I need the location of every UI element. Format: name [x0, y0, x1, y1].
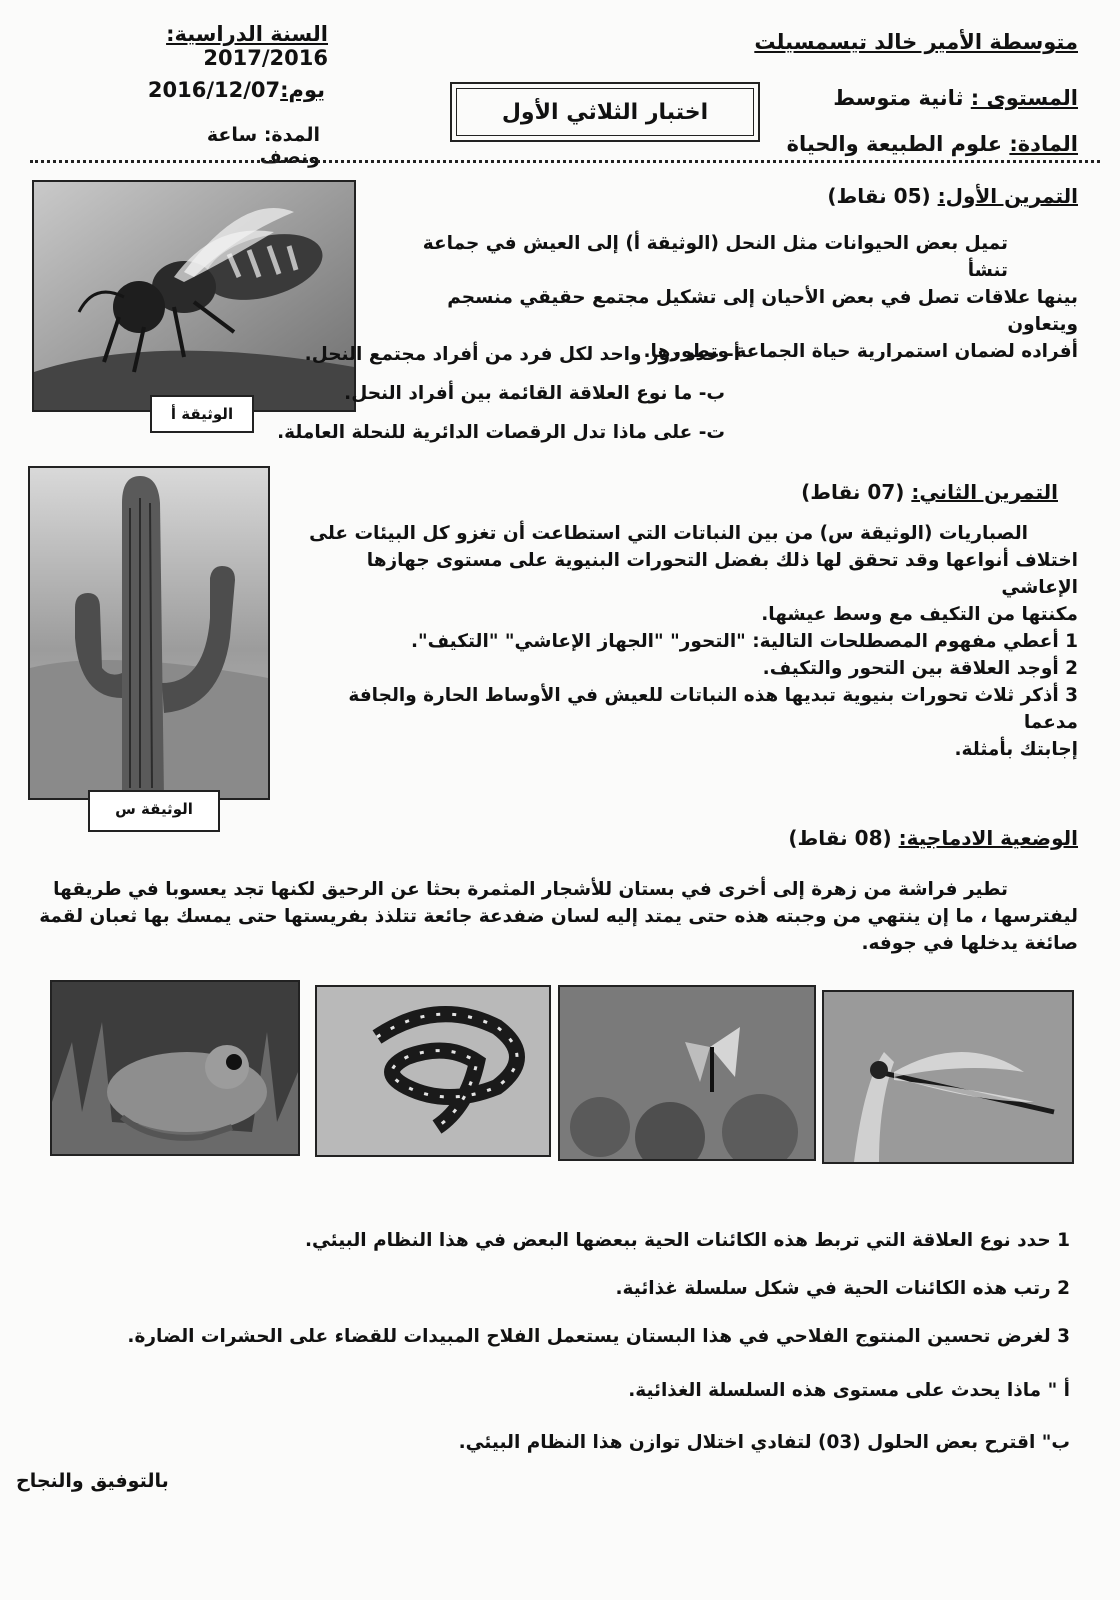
dragonfly-photo [822, 990, 1074, 1164]
closing-text: بالتوفيق والنجاح [16, 1470, 169, 1492]
cactus-photo [28, 466, 270, 800]
ex2-question: إجابتك بأمثلة. [954, 739, 1078, 760]
ex3-text-line: تطير فراشة من زهرة إلى أخرى في بستان للأشجار المثمرة بحثا عن الرحيق لكنها تجد يعسوبا في طريقها [53, 879, 1008, 900]
bee-photo [32, 180, 356, 412]
doc-s-caption: الوثيقة س [88, 790, 220, 832]
subject: المادة: علوم الطبيعة والحياة [786, 132, 1078, 156]
snake-photo [315, 985, 551, 1157]
ex2-text-line: الصباريات (الوثيقة س) من بين النباتات التي استطاعت أن تغزو كل البيئات على [309, 523, 1028, 544]
ex3-question: 1 حدد نوع العلاقة التي تربط هذه الكائنات الحية ببعضها البعض في هذا النظام البيئي. [304, 1230, 1070, 1251]
ex3-question: ب" اقترح بعض الحلول (03) لتفادي اختلال توازن هذا النظام البيئي. [458, 1432, 1070, 1453]
ex1-heading: التمرين الأول: (05 نقاط) [827, 184, 1078, 208]
ex1-question: ت- على ماذا تدل الرقصات الدائرية للنحلة العاملة. [277, 422, 725, 443]
ex1-question: أ- حدد دور واحد لكل فرد من أفراد مجتمع النحل. [304, 344, 740, 365]
ex3-question: أ " ماذا يحدث على مستوى هذه السلسلة الغذائية. [628, 1380, 1070, 1401]
ex1-text-line: تميل بعض الحيوانات مثل النحل (الوثيقة أ) إلى العيش في جماعة تنشأ [422, 233, 1008, 281]
ex2-heading: التمرين الثاني: (07 نقاط) [801, 480, 1058, 504]
ex2-text-line: اختلاف أنواعها وقد تحقق لها ذلك بفضل التحورات البنيوية على مستوى جهازها الإعاشي [366, 550, 1078, 598]
ex3-text-line: ليفترسها ، ما إن ينتهي من وجبته هذه حتى يمتد إليه لسان ضفدعة جائعة تتلذذ بفريستها حتى يمسك بها ثعبان لقمة [39, 906, 1078, 927]
doc-a-caption: الوثيقة أ [150, 395, 254, 433]
ex1-text-line: بينها علاقات تصل في بعض الأحيان إلى تشكيل مجتمع حقيقي منسجم ويتعاون [447, 287, 1078, 335]
ex3-heading: الوضعية الادماجية: (08 نقاط) [788, 826, 1078, 850]
school-name: متوسطة الأمير خالد تيسمسيلت [754, 30, 1078, 54]
ex2-question: 1 أعطي مفهوم المصطلحات التالية: "التحور" "الجهاز الإعاشي" "التكيف". [410, 631, 1078, 652]
level: المستوى : ثانية متوسط [833, 86, 1078, 110]
school-year: السنة الدراسية: 2017/2016 [166, 22, 328, 70]
frog-photo [50, 980, 300, 1156]
header-divider [30, 160, 1100, 163]
ex3-question: 2 رتب هذه الكائنات الحية في شكل سلسلة غذائية. [615, 1278, 1070, 1299]
ex3-question: 3 لغرض تحسين المنتوج الفلاحي في هذا البستان يستعمل الفلاح المبيدات للقضاء على الحشرات الضارة. [127, 1326, 1070, 1347]
ex2-text-line: مكنتها من التكيف مع وسط عيشها. [761, 604, 1078, 625]
duration: المدة: ساعة ونصف [206, 124, 320, 168]
ex3-text-line: صائغة يدخلها في جوفه. [861, 933, 1078, 954]
ex2-question: 3 أذكر ثلاث تحورات بنيوية تبديها هذه النباتات للعيش في الأوساط الحارة والجافة مدعما [348, 685, 1078, 733]
ex3-text [28, 876, 1078, 957]
exam-date: يوم:2016/12/07 [147, 78, 325, 102]
ex2-question: 2 أوجد العلاقة بين التحور والتكيف. [762, 658, 1078, 679]
exam-title: اختبار الثلاثي الأول [456, 88, 754, 136]
ex2-text [288, 520, 1078, 763]
exam-title-box [450, 82, 760, 142]
ex1-question: ب- ما نوع العلاقة القائمة بين أفراد النحل. [344, 383, 725, 404]
butterfly-photo [558, 985, 816, 1161]
ex1-text-line: أفراده لضمان استمرارية حياة الجماعة وتطورها. [643, 341, 1078, 362]
